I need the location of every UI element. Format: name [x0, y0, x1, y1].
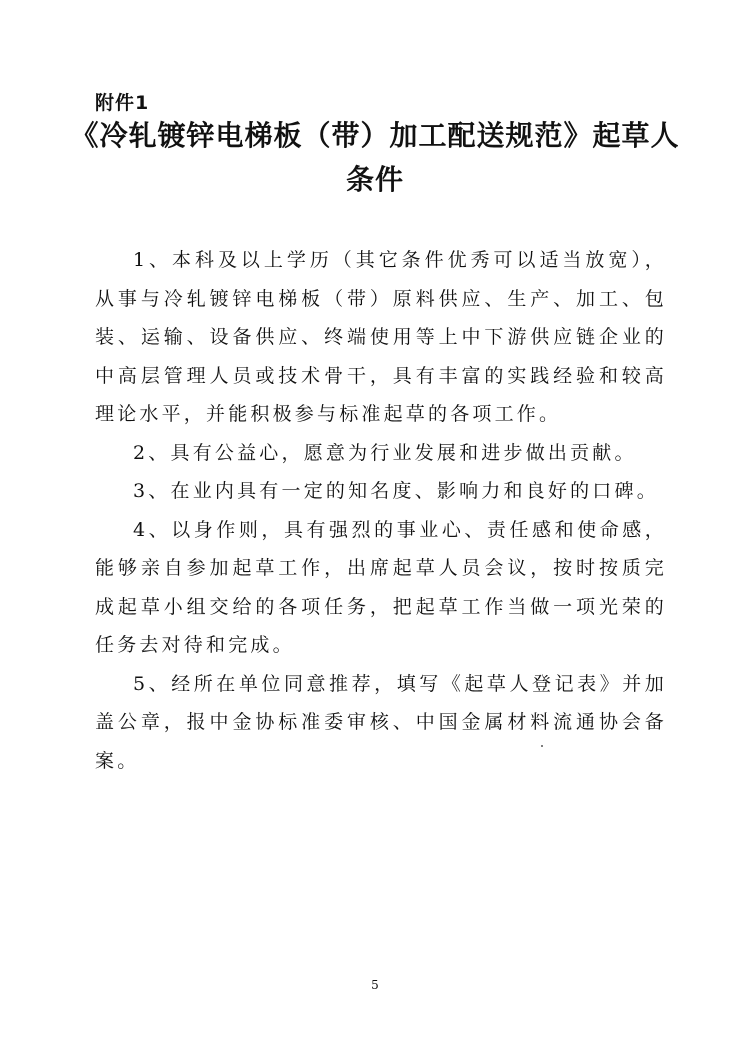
paragraph-1: 1、本科及以上学历（其它条件优秀可以适当放宽），从事与冷轧镀锌电梯板（带）原料供应、生产、加工、包装、运输、设备供应、终端使用等上中下游供应链企业的中高层管理人员或技术骨干，具有丰富的实践经验和较高理论水平，并能积极参与标准起草的各项工作。 — [95, 249, 667, 425]
page-number: 5 — [371, 978, 379, 992]
document-title-line-1: 《冷轧镀锌电梯板（带）加工配送规范》起草人 — [70, 119, 680, 152]
scan-speck — [541, 745, 543, 747]
paragraph-4: 4、以身作则，具有强烈的事业心、责任感和使命感，能够亲自参加起草工作，出席起草人员会议，按时按质完成起草小组交给的各项任务，把起草工作当做一项光荣的任务去对待和完成。 — [95, 518, 667, 656]
paragraph-3: 3、在业内具有一定的知名度、影响力和良好的口碑。 — [133, 480, 659, 502]
document-body — [95, 241, 667, 780]
document-title-line-2: 条件 — [345, 163, 404, 196]
paragraph-5: 5、经所在单位同意推荐，填写《起草人登记表》并加盖公章，报中金协标准委审核、中国金属材料流通协会备案。 — [95, 672, 667, 772]
paragraph-2: 2、具有公益心，愿意为行业发展和进步做出贡献。 — [133, 441, 637, 464]
attachment-label: 附件1 — [95, 92, 150, 114]
